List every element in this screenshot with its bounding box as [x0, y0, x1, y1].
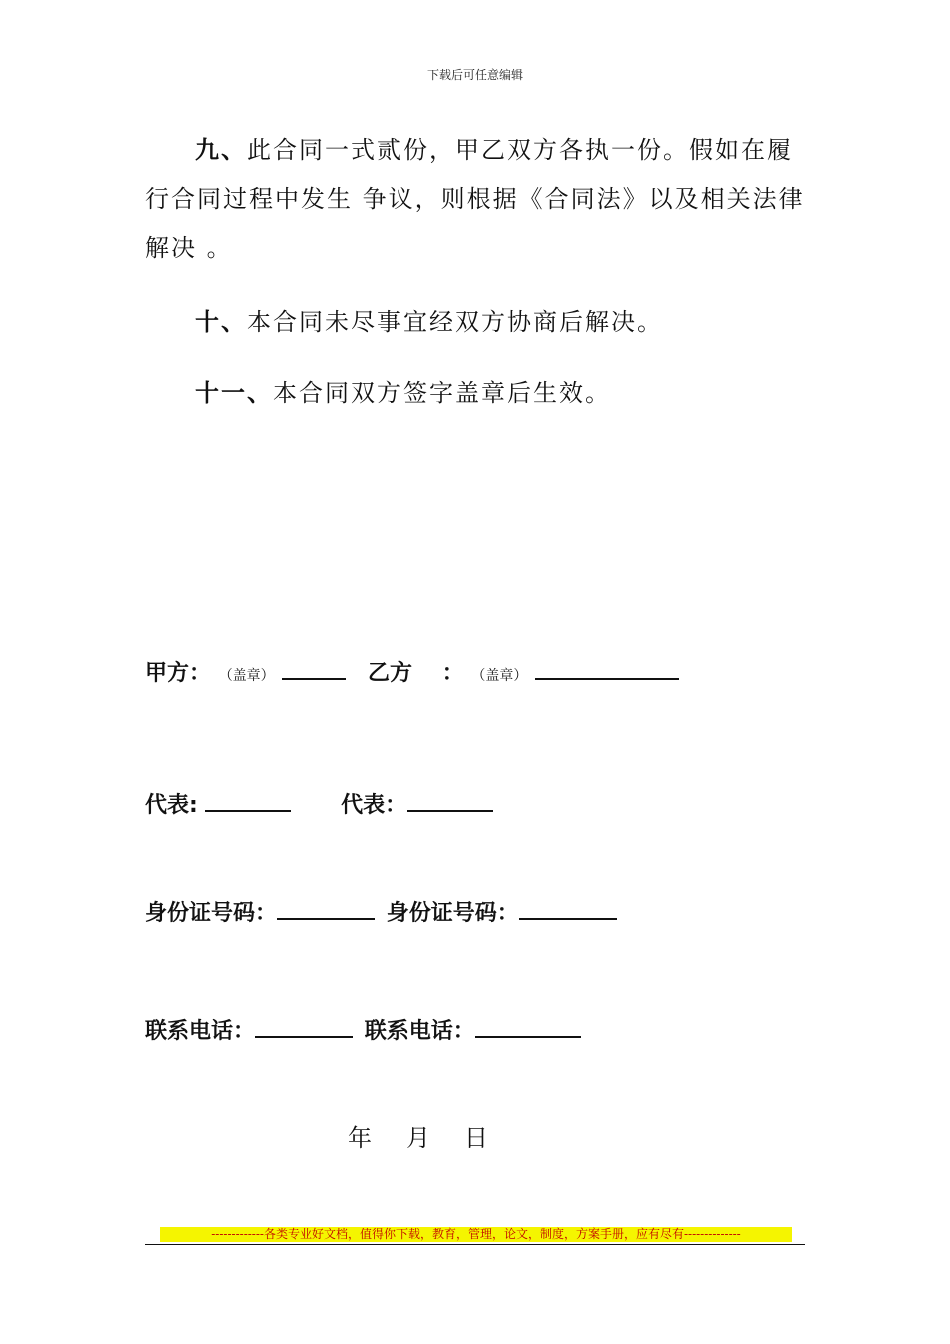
colon: ：	[441, 661, 464, 686]
party-a-blank	[282, 677, 346, 680]
party-b-blank	[535, 677, 679, 680]
party-a-label: 甲方：	[145, 661, 212, 686]
clause-text: 本合同未尽事宜经双方协商后解决。	[247, 308, 663, 336]
phone-b-label: 联系电话：	[364, 1019, 475, 1044]
id-a-label: 身份证号码：	[145, 901, 278, 926]
phone-a-blank	[255, 1035, 353, 1038]
footer-banner: -------------各类专业好文档，值得你下载，教育，管理，论文，制度，方案手册，应有尽有--------------	[160, 1227, 792, 1242]
party-signature-row	[145, 656, 679, 687]
clause-number: 十一、	[195, 378, 273, 407]
id-number-row	[145, 896, 617, 927]
representative-row	[145, 788, 493, 819]
phone-row	[145, 1014, 581, 1045]
rep-a-label: 代表:	[145, 793, 198, 818]
footer-divider	[145, 1244, 805, 1245]
day-label: 日	[464, 1124, 488, 1152]
clause-number: 十、	[195, 307, 247, 336]
seal-label: （盖章）	[471, 668, 528, 684]
clause-11	[145, 368, 805, 418]
id-b-label: 身份证号码：	[386, 901, 519, 926]
month-label: 月	[406, 1124, 430, 1152]
rep-a-blank	[205, 809, 291, 812]
id-a-blank	[277, 917, 375, 920]
page-header: 下载后可任意编辑	[426, 68, 523, 82]
party-b-label: 乙方	[368, 661, 413, 686]
clause-9	[145, 125, 805, 273]
year-label: 年	[348, 1124, 372, 1152]
rep-b-blank	[407, 809, 493, 812]
date-line	[348, 1118, 522, 1153]
id-b-blank	[519, 917, 617, 920]
clause-10	[145, 297, 805, 347]
phone-b-blank	[475, 1035, 581, 1038]
clause-text: 此合同一式贰份，甲乙双方各执一份。假如在履行合同过程中发生 争议，则根据《合同法》以及相关法律解决 。	[145, 136, 805, 262]
rep-b-label: 代表：	[341, 793, 408, 818]
clause-number: 九、	[195, 135, 247, 164]
seal-label: （盖章）	[218, 668, 275, 684]
clause-text: 本合同双方签字盖章后生效。	[273, 379, 611, 407]
phone-a-label: 联系电话：	[145, 1019, 256, 1044]
